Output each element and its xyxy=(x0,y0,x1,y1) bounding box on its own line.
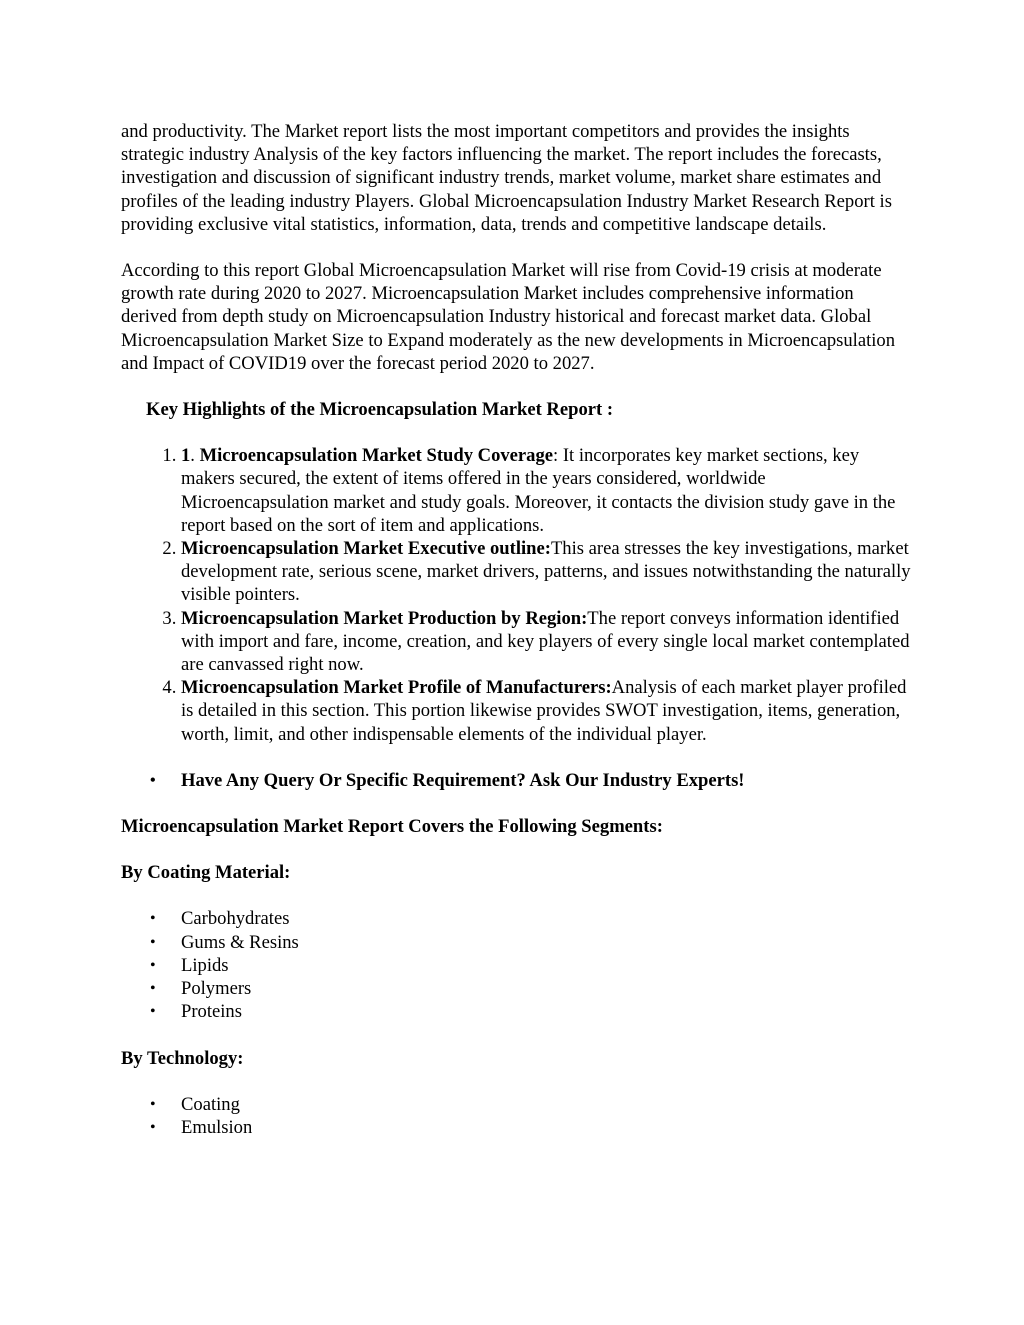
technology-heading: By Technology: xyxy=(121,1047,244,1069)
list-item: • Coating xyxy=(181,1093,911,1116)
highlight-text: Analysis of each market player profiled is detailed in this section. This portion likewise provides SWOT investigation, items, generation, worth, limit, and other indispensable elements of the individual player. xyxy=(181,677,907,745)
highlight-text: The report conveys information identified with import and fare, income, creation, and key players of every single local market contemplated are canvassed right now. xyxy=(181,607,910,676)
key-highlights-list xyxy=(121,444,911,746)
highlight-heading: Microencapsulation Market Executive outline: xyxy=(181,538,551,560)
intro-paragraph: and productivity. The Market report lists the most important competitors and provides the insights strategic industry Analysis of the key factors influencing the market. The report includes the forecasts, investigation and discussion of significant industry trends, market volume, market share estimates and profiles of the leading industry Players. Global Microencapsulation Industry Market Research Report is providing exclusive vital statistics, information, data, trends and competitive landscape details. xyxy=(121,121,892,235)
ask-experts-link[interactable]: • Have Any Query Or Specific Requirement? Ask Our Industry Experts! xyxy=(181,769,911,792)
highlight-heading: Microencapsulation Market Production by Region: xyxy=(181,607,588,629)
coating-material-list xyxy=(121,907,911,1023)
list-item: • Emulsion xyxy=(181,1116,911,1139)
highlight-text: : It incorporates key market sections, key makers secured, the extent of items offered in the years considered, worldwide Microencapsulation market and study goals. Moreover, it contacts the division study gave in the report based on the sort of item and applications. xyxy=(181,445,896,536)
highlight-prefix: 1 xyxy=(181,445,191,467)
query-bullet-list xyxy=(121,769,911,792)
coating-material-heading: By Coating Material: xyxy=(121,862,291,884)
highlight-item xyxy=(181,607,911,677)
highlight-text: This area stresses the key investigations, market development rate, serious scene, market drivers, patterns, and issues notwithstanding the naturally visible pointers. xyxy=(181,538,911,606)
list-item: • Carbohydrates xyxy=(181,907,911,930)
list-item: • Lipids xyxy=(181,954,911,977)
list-item: • Gums & Resins xyxy=(181,931,911,954)
covid-paragraph: According to this report Global Microencapsulation Market will rise from Covid-19 crisis at moderate growth rate during 2020 to 2027. Microencapsulation Market includes comprehensive information derived from depth study on Microencapsulation Industry historical and forecast market data. Global Microencapsulation Market Size to Expand moderately as the new developments in Microencapsulation and Impact of COVID19 over the forecast period 2020 to 2027. xyxy=(121,260,895,374)
list-item: • Polymers xyxy=(181,977,911,1000)
highlight-prefix-sep: . xyxy=(190,445,200,467)
highlight-item xyxy=(181,444,911,537)
segments-heading: Microencapsulation Market Report Covers the Following Segments: xyxy=(121,816,663,838)
technology-list xyxy=(121,1093,911,1139)
highlight-heading: Microencapsulation Market Profile of Manufacturers: xyxy=(181,677,612,699)
key-highlights-title: Key Highlights of the Microencapsulation Market Report : xyxy=(146,399,614,421)
document-page xyxy=(121,120,911,1162)
highlight-item xyxy=(181,537,911,607)
highlight-heading: Microencapsulation Market Study Coverage xyxy=(199,445,554,467)
list-item: • Proteins xyxy=(181,1000,911,1023)
highlight-item xyxy=(181,676,911,746)
